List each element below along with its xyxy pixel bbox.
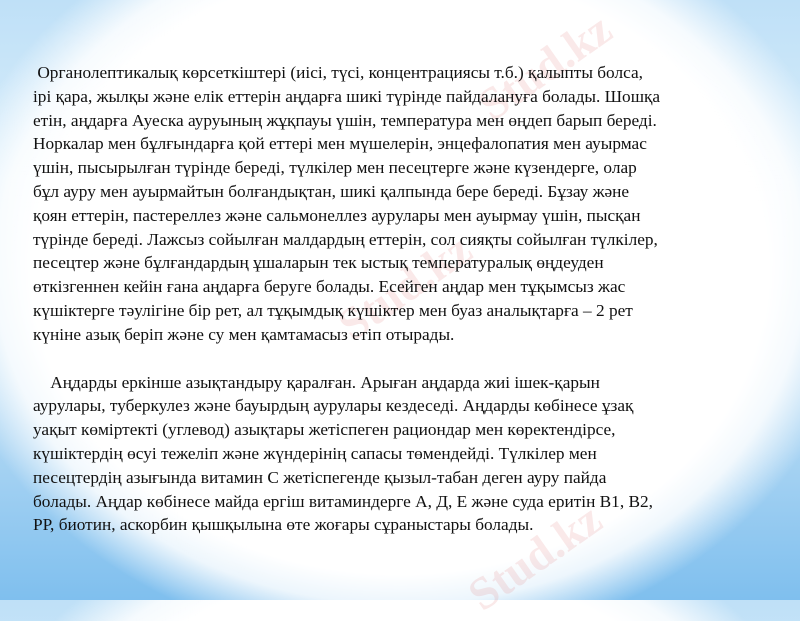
text-line: уақыт көміртекті (углевод) азықтары жетіспеген рациондар мен көректендірсе,: [33, 420, 616, 440]
text-line: РР, биотин, аскорбин қышқылына өте жоғары сұраныстары болады.: [33, 515, 534, 535]
watermark: Stud.kz: [328, 222, 481, 351]
text-line: күшіктерге тәулігіне бір рет, ал тұқымдық күшіктер мен буаз аналықтарға – 2 рет: [33, 300, 633, 320]
text-line: Органолептикалық көрсеткіштері (иісі, түсі, концентрациясы т.б.) қалыпты болса,: [33, 63, 643, 82]
text-line: күніне азық беріп және су мен қамтамасыз етіп отырады.: [33, 324, 455, 344]
paragraph-2: [33, 371, 788, 538]
text-line: түрінде береді. Лажсыз сойылған малдардың еттерін, сол сияқты сойылған түлкілер,: [33, 229, 658, 249]
text-line: Аңдарды еркінше азықтандыру қаралған. Арыған аңдарда жиі ішек-қарын: [33, 372, 600, 392]
text-line: песецтер және бұлғандардың ұшаларын тек ыстық температуралық өңдеуден: [33, 253, 604, 273]
text-line: етін, аңдарға Ауеска ауруының жұқпауы үшін, температура мен өңдеп барып береді.: [33, 110, 657, 130]
slide-body-text: [33, 61, 788, 537]
text-line: ірі қара, жылқы және елік еттерін аңдарға шикі түрінде пайдалануға болады. Шошқа: [33, 86, 661, 106]
paragraph-1: [33, 61, 788, 347]
text-line: песецтердің азығында витамин С жетіспегенде қызыл-табан деген ауру пайда: [33, 467, 607, 487]
text-line: күшіктердің өсуі тежеліп және жүндерінің сапасы төмендейді. Түлкілер мен: [33, 443, 597, 463]
text-line: қоян еттерін, пастереллез және сальмонеллез аурулары мен ауырмау үшін, пысқан: [33, 205, 641, 225]
paragraph-gap: [33, 347, 788, 371]
text-line: болады. Аңдар көбінесе майда ергіш витаминдерге А, Д, Е және суда еритін В1, В2,: [33, 491, 653, 511]
text-line: аурулары, туберкулез және бауырдың аурулары кездеседі. Аңдарды көбінесе ұзақ: [33, 396, 634, 416]
text-line: Норкалар мен бұлғындарға қой еттері мен мүшелерін, энцефалопатия мен ауырмас: [33, 134, 647, 154]
watermark: Stud.kz: [458, 492, 611, 621]
text-line: өткізгеннен кейін ғана аңдарға беруге болады. Есейген аңдар мен тұқымсыз жас: [33, 277, 626, 297]
text-line: үшін, пысырылған түрінде береді, түлкілер мен песецтерге және күзендерге, олар: [33, 158, 637, 178]
watermark: Stud.kz: [468, 2, 621, 131]
text-line: бұл ауру мен ауырмайтын болғандықтан, шикі қалпында бере береді. Бұзау және: [33, 181, 630, 201]
